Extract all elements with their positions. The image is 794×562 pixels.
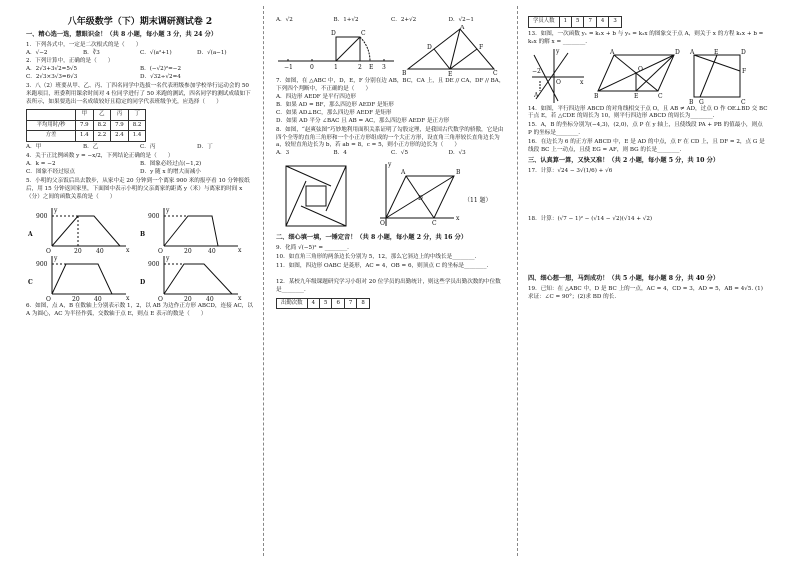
q7-stem: 7．如图，在 △ABC 中，D，E，F 分别在边 AB，BC，CA 上，且 DE // CA，DF // BA，下列四个判断中，不正确的是（ ） (276, 77, 505, 92)
axis-label: x (580, 78, 584, 86)
label: 40 (208, 247, 216, 255)
label: y (54, 254, 58, 262)
q2-option-a: A．2√3+3√2=5√5 (26, 66, 78, 73)
question-2 (26, 58, 254, 82)
table-cell: 5 (320, 298, 332, 309)
question-13 (528, 31, 768, 105)
q3-option-c: C．丙 (140, 144, 156, 151)
point-label: D (418, 195, 423, 203)
point-label: O (638, 65, 643, 73)
point-label: C (432, 220, 437, 228)
table-cell: 8 (357, 298, 369, 309)
tick-label: E (369, 63, 374, 71)
question-14: 14．如图，平行四边形 ABCD 的对角线相交于点 O，且 AB ≠ AD，过点 O 作 OE⊥BD 交 BC 于点 E，若 △CDE 的周长为 10，则平行四边形 ABCD 的周长为________. (528, 105, 768, 120)
label: 20 (72, 295, 80, 302)
label: x (238, 294, 242, 302)
label: B (140, 230, 146, 238)
point-label: E (714, 48, 719, 56)
point-label: D (427, 43, 432, 51)
question-15: 15．A，B 的坐标分别为(−4,3)，(2,0)，点 P 在 y 轴上，且使线段 PA + PB 的值最小，则点 P 的坐标是________. (528, 122, 763, 137)
point-label: B (594, 92, 599, 100)
q8-stem: 8．如图，“赵爽弦图”巧妙地利用面积关系证明了勾股定理，是我国古代数学的骄傲，它是由四个全等的直角三角形和一个小正方形组成的一个大正方形，设直角三角形较长直角边长为 a，较短直角边长为 b，若 ab = 8，c = 5，则小正方形的边长为（ ） (276, 126, 504, 149)
point-label: E (448, 70, 453, 77)
label: 900 (148, 260, 160, 268)
tick-label: −2 (532, 67, 541, 75)
label: 20 (184, 247, 192, 255)
q3-stem: 3．八（2）班要从甲、乙、丙、丁四名同学中选拔一名代表班级参加学校举行运动会的 50 米跑项目，班委利用课余时间对 4 位同学进行了 50 米跑的测试，四名同学的测试成绩如下表所示，如果要选出一名成绩较好且稳定的同学代表班级争光，应选择（ ） (26, 83, 251, 106)
point-label: D (331, 29, 336, 37)
point-label: B (456, 169, 461, 177)
q4-option-c: C．图象不经过原点 (26, 168, 76, 175)
zhao-shuang-figure (276, 160, 366, 232)
q2-option-b: B．(−√2)²=−2 (140, 66, 182, 73)
point-label: F (742, 67, 747, 75)
question-12 (276, 279, 506, 310)
label: 40 (206, 295, 214, 302)
q8-option-b: B．4 (333, 150, 347, 157)
point-label: C (361, 29, 366, 37)
label: y (166, 254, 170, 262)
table-cell: 1.4 (128, 131, 146, 142)
tick-label: −1 (284, 63, 293, 71)
label: 900 (36, 212, 48, 220)
column-2 (276, 16, 506, 310)
q3-option-a: A．甲 (26, 144, 42, 151)
q4-option-a: A．k = −2 (26, 160, 56, 167)
tick-label: 1 (334, 63, 338, 71)
label: O (46, 295, 51, 302)
q2-option-d: D．√32÷√2=4 (140, 74, 181, 81)
table-cell: 乙 (93, 110, 111, 121)
point-label: A (690, 48, 695, 56)
table-cell: 甲 (76, 110, 94, 121)
q5-stem: 5．小明的父亲饭后出去散步，从家中走 20 分钟到一个离家 900 米的报亭看 10 分钟报纸后，用 15 分钟返回家里，下面图中表示小明的父亲离家的距离 y（米）与离家的时间 x（分）之间的函数关系的是（ ） (26, 177, 250, 200)
graph-d (140, 255, 242, 302)
q7-triangle-figure (400, 25, 500, 77)
table-cell: 7.9 (111, 120, 129, 131)
table-cell: 8.2 (93, 120, 111, 131)
question-16: 16．在边长为 6 的正方形 ABCD 中，E 是 AD 的中点，点 F 在 CD 上，且 DF = 2，点 G 是线段 BC 上一动点，且使 EG = AF，则 BG 的长是________. (528, 139, 765, 154)
label: 20 (74, 247, 82, 255)
question-8 (276, 127, 506, 233)
table-cell (27, 110, 76, 121)
table-cell: 7 (344, 298, 356, 309)
label: 900 (148, 212, 160, 220)
table-cell: 4 (596, 17, 608, 28)
section-1-heading: 一、精心选一选，慧眼识金！（共 8 小题，每小题 3 分，共 24 分） (26, 30, 218, 38)
q12-table-row1 (276, 298, 370, 310)
point-label: C (658, 92, 663, 100)
column-3 (528, 16, 768, 303)
label: y (54, 206, 58, 214)
point-label: C (741, 98, 746, 105)
figure-caption: （11 题） (464, 197, 492, 205)
point-label: C (493, 69, 498, 77)
table-cell: 2.2 (93, 131, 111, 142)
section-4-heading: 四、细心想一想，马到成功！（共 5 小题，每小题 8 分，共 40 分） (528, 274, 720, 282)
q6-option-c: C．2+√2 (391, 17, 417, 23)
question-4 (26, 153, 254, 177)
column-divider (263, 6, 264, 556)
q16-figure (686, 47, 756, 105)
question-19: 19．已知：在 △ABC 中，D 是 BC 上的一点，AC = 4，CD = 3，AD = 5，AB = 4√5. (1)求证：∠C = 90°；(2)求 BD 的长. (528, 285, 763, 300)
question-10: 10．如直角三角形的两条边长分别为 5，12，那么它斜边上的中线长是________. (276, 254, 477, 261)
q4-option-d: D．y 随 x 的增大而减小 (140, 168, 201, 175)
q3-option-d: D．丁 (197, 144, 213, 151)
label: x (238, 246, 242, 254)
point-label: G (699, 98, 704, 105)
q3-option-b: B．乙 (83, 144, 99, 151)
label: x (126, 246, 130, 254)
column-1 (26, 16, 254, 320)
question-1 (26, 42, 254, 58)
q1-option-b: B．∛3 (83, 49, 100, 56)
column-divider (517, 6, 518, 556)
axis-label: x (456, 215, 460, 223)
label: A (28, 230, 33, 238)
q1-option-d: D．√(a−1) (197, 49, 227, 56)
q1-stem: 1．下列各式中，一定是二次根式的是（ ） (26, 41, 142, 48)
question-18: 18．计算：(√7 − 1)² − (√14 − √2)(√14 + √2) (528, 215, 653, 222)
label: O (158, 247, 163, 255)
table-cell: 8.2 (128, 120, 146, 131)
q6-option-a: A．√2 (276, 17, 293, 23)
q2-stem: 2．下列计算中，正确的是（ ） (26, 58, 114, 65)
label: 20 (184, 295, 192, 302)
graph-a (27, 207, 130, 255)
question-9: 9．化简 √(−5)² = ________. (276, 245, 349, 252)
question-17: 17．计算：√24 − 3√(1/6) + √6 (528, 167, 613, 174)
axis-label: y (556, 47, 560, 55)
page-title: 八年级数学（下）期末调研测试卷 2 (67, 17, 213, 27)
q6-option-d: D．√2−1 (448, 17, 474, 23)
graph-c (28, 255, 130, 302)
q8-option-a: A．3 (276, 150, 290, 157)
table-cell: 出勤次数 (277, 298, 308, 309)
q2-option-c: C．2√3×3√3=6√3 (26, 74, 78, 81)
q6-number-line-figure (276, 25, 396, 77)
q14-figure (592, 47, 682, 105)
point-label: F (479, 43, 484, 51)
tick-label: 0 (310, 63, 314, 71)
point-label: B (402, 69, 407, 77)
q13-stem: 13．如图，一次函数 y₁ = k₁x + b 与 y₂ = k₂x 的图象交于点 A，则关于 x 的方程 k₁x + b = k₂x 的解 x = ________. (528, 30, 764, 45)
section-3-heading: 三、认真算一算，又快又准！（共 2 小题，每小题 5 分，共 10 分） (528, 157, 720, 165)
table-cell: 2.4 (111, 131, 129, 142)
q13-figure (528, 47, 588, 105)
question-5 (26, 178, 254, 302)
point-label: O (380, 220, 385, 228)
q6-stem: 6．如图，点 A，B 在数轴上分别表示数 1，2，以 AB 为边作正方形 ABCD，连接 AC，以 A 为圆心，AC 为半径作弧，交数轴于点 E，则点 E 表示的数是（ ） (26, 302, 253, 317)
point-label: A (401, 169, 406, 177)
axis-label: y (388, 161, 392, 169)
label: y (166, 206, 170, 214)
q12-table-row2 (528, 16, 622, 28)
q6-option-b: B．1+√2 (333, 17, 359, 23)
table-cell: 丙 (111, 110, 129, 121)
table-cell: 学员人数 (529, 17, 560, 28)
point-label: B (689, 98, 694, 105)
q8-option-d: D．√3 (448, 150, 466, 157)
table-cell: 6 (332, 298, 344, 309)
q5-graphs-figure (26, 202, 254, 302)
point-label: A (460, 24, 465, 31)
q7-option-c: C．如果 AD⊥BC，那么四边形 AEDF 是矩形 (276, 109, 392, 116)
tick-label: 2 (358, 63, 362, 71)
point-label: A (534, 91, 539, 99)
section-2-heading: 二、细心填一填，一锤定音！（共 8 小题，每小题 2 分，共 16 分） (276, 234, 468, 242)
table-cell: 5 (572, 17, 584, 28)
point-label: E (634, 92, 639, 100)
tick-label: 3 (382, 63, 386, 71)
question-6-start (26, 303, 254, 319)
label: 40 (96, 247, 104, 255)
q3-table (26, 109, 146, 142)
q8-option-c: C．√5 (391, 150, 408, 157)
graph-b (140, 207, 242, 255)
label: C (28, 278, 33, 286)
q11-rhombus-figure (370, 160, 500, 232)
axis-label: O (556, 78, 561, 86)
point-label: D (741, 48, 746, 56)
point-label: D (675, 48, 680, 56)
table-cell: 7 (584, 17, 596, 28)
question-6-options (276, 17, 506, 77)
question-7 (276, 78, 506, 126)
label: O (46, 247, 51, 255)
table-cell: 4 (307, 298, 319, 309)
label: D (140, 278, 146, 286)
q7-option-d: D．如果 AD 平分 ∠BAC 且 AB = AC，那么四边形 AEDF 是正方形 (276, 117, 450, 124)
table-cell: 1 (559, 17, 571, 28)
q12-stem: 12．某校九年级课题研究学习小组对 20 位学员的出勤统计，则这些学员出勤次数的中位数是________. (276, 278, 501, 293)
question-11: 11．如图，四边形 OABC 是菱形，AC = 4，OB = 6，则顶点 C 的坐标是________. (276, 262, 489, 269)
label: O (158, 295, 163, 302)
label: 40 (94, 295, 102, 302)
table-cell: 3 (609, 17, 621, 28)
label: x (126, 294, 130, 302)
q1-option-a: A．√−2 (26, 49, 48, 56)
label: 900 (36, 260, 48, 268)
table-cell: 7.9 (76, 120, 94, 131)
point-label: A (610, 48, 615, 56)
q4-option-b: B．图象必经过点(−1,2) (140, 160, 202, 167)
q7-option-b: B．如果 AD = BF，那么四边形 AEDF 是矩形 (276, 101, 394, 108)
table-cell: 平均用时/秒 (27, 120, 76, 131)
q1-option-c: C．√(a²+1) (140, 49, 172, 56)
table-cell: 丁 (128, 110, 146, 121)
question-3 (26, 83, 254, 152)
q4-stem: 4．关于正比例函数 y = −x/2，下列结论正确的是（ ） (26, 153, 174, 160)
table-cell: 1.4 (76, 131, 94, 142)
q7-option-a: A．四边形 AEDF 是平行四边形 (276, 93, 357, 100)
table-cell: 方差 (27, 131, 76, 142)
